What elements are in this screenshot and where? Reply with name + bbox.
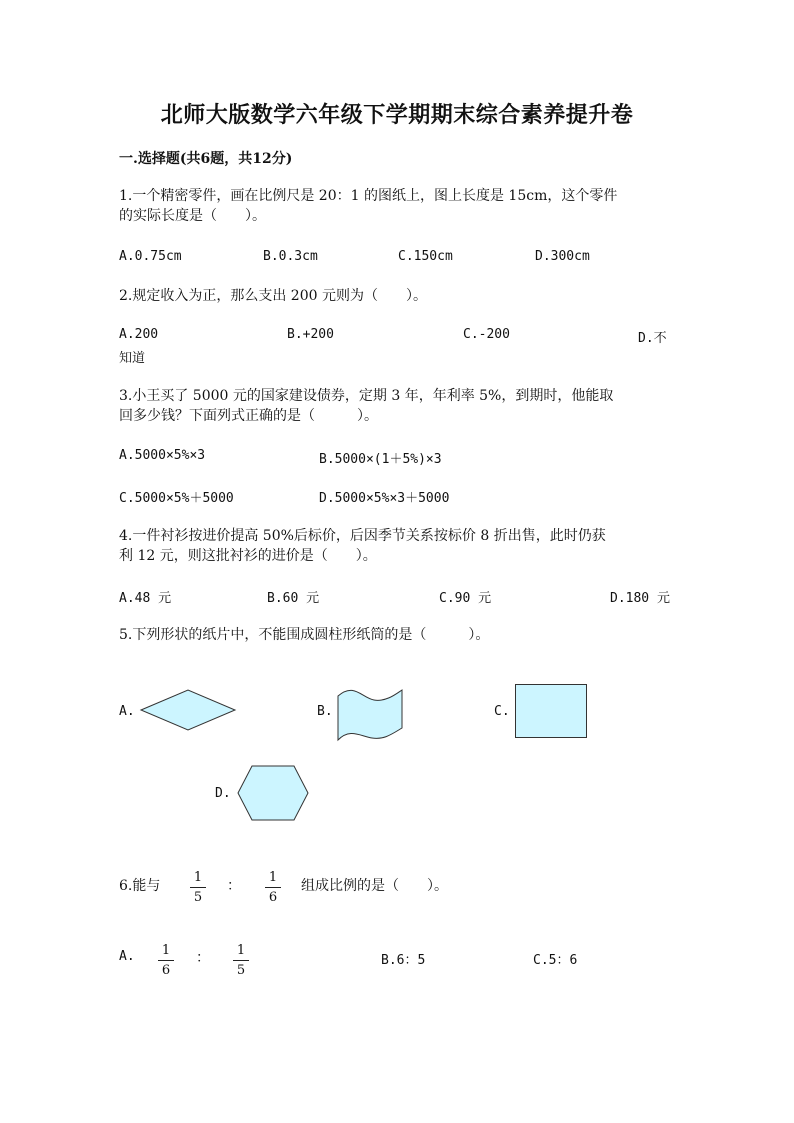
question-3-option-c[interactable]: C.5000×5%＋5000 bbox=[119, 491, 234, 506]
question-3-line-1: 3.小王买了 5000 元的国家建设债券，定期 3 年，年利率 5%，到期时，他能取 bbox=[119, 388, 614, 404]
question-5-option-c[interactable]: C. bbox=[494, 704, 510, 719]
fraction-numerator: 1 bbox=[158, 943, 174, 961]
rhombus-shape bbox=[140, 689, 236, 731]
question-5-option-a[interactable]: A. bbox=[119, 704, 135, 719]
fraction-numerator: 1 bbox=[190, 870, 206, 888]
section-heading: 一.选择题(共6题，共12分) bbox=[119, 151, 293, 167]
question-5-option-d[interactable]: D. bbox=[215, 786, 231, 801]
question-1-line-1: 1.一个精密零件，画在比例尺是 20：1 的图纸上，图上长度是 15cm，这个零件 bbox=[119, 188, 618, 204]
question-6-option-a-fraction-2 bbox=[233, 943, 249, 979]
question-2-option-c[interactable]: C.-200 bbox=[463, 327, 510, 342]
question-6-prefix: 6.能与 bbox=[119, 878, 161, 894]
question-2-option-a[interactable]: A.200 bbox=[119, 327, 159, 342]
question-6-suffix: 组成比例的是（ ）。 bbox=[301, 878, 448, 894]
question-4-option-b[interactable]: B.60 元 bbox=[267, 591, 320, 606]
question-4-option-d[interactable]: D.180 元 bbox=[610, 591, 670, 606]
question-4-option-c[interactable]: C.90 元 bbox=[439, 591, 492, 606]
question-2-line-1: 2.规定收入为正，那么支出 200 元则为（ ）。 bbox=[119, 288, 427, 304]
question-2-option-b[interactable]: B.+200 bbox=[287, 327, 334, 342]
question-3-option-a[interactable]: A.5000×5%×3 bbox=[119, 448, 206, 463]
question-6-colon: ： bbox=[227, 878, 241, 894]
question-1-option-a[interactable]: A.0.75cm bbox=[119, 249, 182, 264]
question-1-option-b[interactable]: B.0.3cm bbox=[263, 249, 318, 264]
question-4-line-2: 利 12 元，则这批衬衫的进价是（ ）。 bbox=[119, 548, 377, 564]
question-4-line-1: 4.一件衬衫按进价提高 50%后标价，后因季节关系按标价 8 折出售，此时仍获 bbox=[119, 528, 606, 544]
fraction-numerator: 1 bbox=[265, 870, 281, 888]
question-6-option-c[interactable]: C.5：6 bbox=[533, 953, 578, 968]
question-6-option-a[interactable]: A. bbox=[119, 949, 135, 964]
question-6-fraction-1 bbox=[190, 870, 206, 906]
fraction-numerator: 1 bbox=[233, 943, 249, 961]
hexagon-shape bbox=[237, 765, 309, 821]
question-5-line-1: 5.下列形状的纸片中，不能围成圆柱形纸筒的是（ ）。 bbox=[119, 627, 490, 643]
question-3-option-d[interactable]: D.5000×5%×3＋5000 bbox=[319, 491, 450, 506]
question-1-option-d[interactable]: D.300cm bbox=[535, 249, 590, 264]
question-6-option-a-fraction-1 bbox=[158, 943, 174, 979]
question-6-option-a-colon: ： bbox=[196, 950, 210, 966]
question-2-option-d-wrap: 知道 bbox=[119, 351, 146, 366]
question-2-option-d[interactable]: D.不 bbox=[638, 331, 667, 346]
question-6-fraction-2 bbox=[265, 870, 281, 906]
question-3-line-2: 回多少钱？下面列式正确的是（ ）。 bbox=[119, 408, 378, 424]
fraction-denominator: 6 bbox=[268, 890, 278, 905]
page-title: 北师大版数学六年级下学期期末综合素养提升卷 bbox=[160, 102, 634, 128]
question-1-line-2: 的实际长度是（ ）。 bbox=[119, 208, 266, 224]
question-5-option-b[interactable]: B. bbox=[317, 704, 333, 719]
question-3-option-b[interactable]: B.5000×(1＋5%)×3 bbox=[319, 452, 442, 467]
fraction-denominator: 5 bbox=[236, 963, 246, 978]
question-4-option-a[interactable]: A.48 元 bbox=[119, 591, 172, 606]
fraction-denominator: 5 bbox=[193, 890, 203, 905]
rectangle-shape bbox=[515, 684, 587, 738]
fraction-denominator: 6 bbox=[161, 963, 171, 978]
question-1-option-c[interactable]: C.150cm bbox=[398, 249, 453, 264]
question-6-option-b[interactable]: B.6：5 bbox=[381, 953, 426, 968]
wavy-sheet-shape bbox=[336, 688, 404, 742]
